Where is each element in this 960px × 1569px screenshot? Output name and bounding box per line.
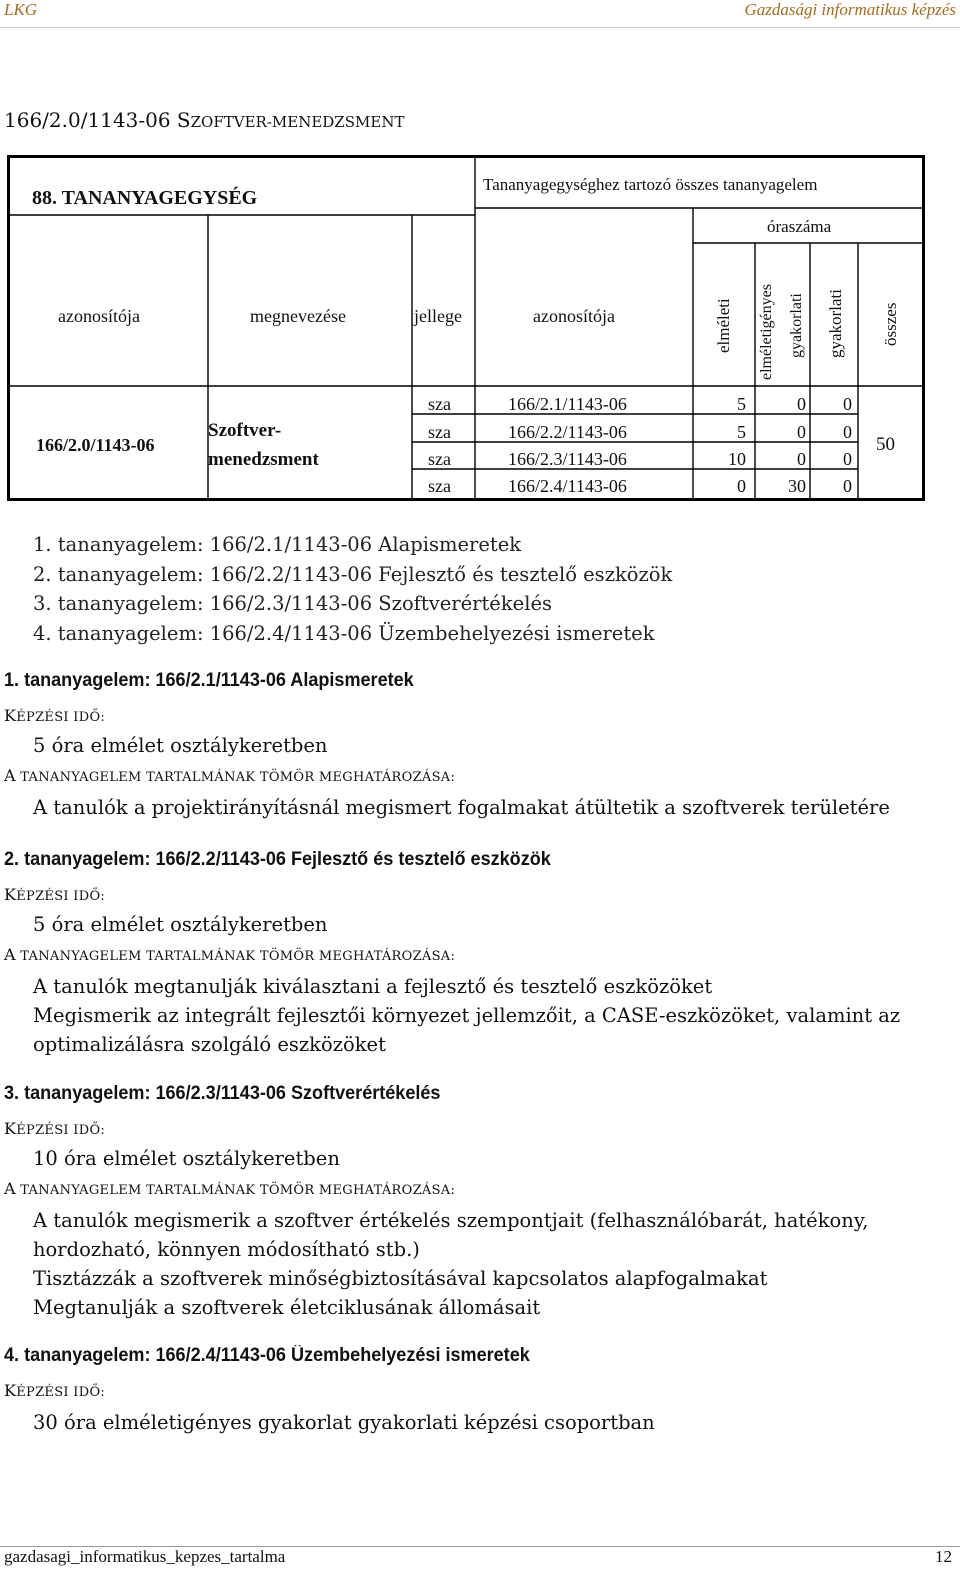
document-title <box>4 108 404 132</box>
header-divider <box>0 27 960 28</box>
row3-type: sza <box>428 449 451 469</box>
document-title-rest: ZOFTVER-MENEDZSMENT <box>190 113 405 131</box>
row2-theory: 5 <box>737 422 746 442</box>
page-number: 12 <box>935 1547 952 1566</box>
time-label: KÉPZÉSI IDŐ: <box>4 885 106 904</box>
section-1 <box>4 670 944 822</box>
table-total: 50 <box>876 434 895 455</box>
table-unit-id: 166/2.0/1143-06 <box>36 435 155 455</box>
time-label: KÉPZÉSI IDŐ: <box>4 1381 106 1400</box>
table-col-theory-practice-1: elméletigényes <box>758 284 775 380</box>
content-text: A tanulók a projektirányításnál megismert fogalmakat átültetik a szoftverek területére <box>33 796 890 819</box>
table-title: 88. TANANYAGEGYSÉG <box>32 187 258 209</box>
time-value: 10 óra elmélet osztálykeretben <box>33 1147 340 1170</box>
row1-type: sza <box>428 394 451 414</box>
table-hours-header: óraszáma <box>767 217 832 236</box>
row2-type: sza <box>428 422 451 442</box>
section-heading: 3. tananyagelem: 166/2.3/1143-06 Szoftverértékelés <box>4 1083 441 1104</box>
table-col-name: megnevezése <box>250 306 346 326</box>
section-heading: 1. tananyagelem: 166/2.1/1143-06 Alapismeretek <box>4 670 414 691</box>
time-label: KÉPZÉSI IDŐ: <box>4 706 106 725</box>
row4-type: sza <box>428 476 451 496</box>
row1-id: 166/2.1/1143-06 <box>508 394 627 414</box>
table-col-id: azonosítója <box>58 306 140 326</box>
list-item: 4. tananyagelem: 166/2.4/1143-06 Üzembehelyezési ismeretek <box>33 621 655 645</box>
section-heading: 4. tananyagelem: 166/2.4/1143-06 Üzembehelyezési ismeretek <box>4 1345 530 1366</box>
row2-id: 166/2.2/1143-06 <box>508 422 627 442</box>
unit-table <box>7 155 925 501</box>
footer-filename: gazdasagi_informatikus_kepzes_tartalma <box>4 1547 286 1566</box>
content-text: Tisztázzák a szoftverek minőségbiztosításával kapcsolatos alapfogalmakat <box>33 1267 768 1290</box>
table-col-type: jellege <box>414 306 462 326</box>
content-label: A TANANYAGELEM TARTALMÁNAK TÖMÖR MEGHATÁROZÁSA: <box>4 1179 456 1198</box>
table-col-practice: gyakorlati <box>826 289 845 358</box>
row3-theory: 10 <box>728 449 746 469</box>
content-text: A tanulók megtanulják kiválasztani a fejlesztő és tesztelő eszközöket <box>33 975 713 998</box>
section-2 <box>4 849 944 1059</box>
time-value: 5 óra elmélet osztálykeretben <box>33 734 328 757</box>
content-text: A tanulók megismerik a szoftver értékelés szempontjait (felhasználóbarát, hatékony, hordozható, könnyen módosítható stb.) <box>33 1209 869 1261</box>
section-4 <box>4 1345 944 1437</box>
row3-id: 166/2.3/1143-06 <box>508 449 627 469</box>
header-left: LKG <box>4 0 38 19</box>
element-list <box>33 530 672 648</box>
time-value: 30 óra elméletigényes gyakorlat gyakorlati képzési csoportban <box>33 1411 655 1434</box>
time-label: KÉPZÉSI IDŐ: <box>4 1119 106 1138</box>
row3-practice: 0 <box>843 449 852 469</box>
content-label: A TANANYAGELEM TARTALMÁNAK TÖMÖR MEGHATÁROZÁSA: <box>4 945 456 964</box>
row2-practice: 0 <box>843 422 852 442</box>
content-label: A TANANYAGELEM TARTALMÁNAK TÖMÖR MEGHATÁROZÁSA: <box>4 766 456 785</box>
row4-theory: 0 <box>737 476 746 496</box>
row4-tp: 30 <box>788 476 806 496</box>
time-value: 5 óra elmélet osztálykeretben <box>33 913 328 936</box>
document-title-prefix: 166/2.0/1143-06 S <box>4 108 191 132</box>
row3-tp: 0 <box>797 449 806 469</box>
list-item: 3. tananyagelem: 166/2.3/1143-06 Szoftverértékelés <box>33 592 552 615</box>
list-item: 2. tananyagelem: 166/2.2/1143-06 Fejlesztő és tesztelő eszközök <box>33 562 673 586</box>
table-col-theory: elméleti <box>714 298 733 353</box>
row1-practice: 0 <box>843 394 852 414</box>
table-col-total: összes <box>881 302 900 346</box>
table-col-theory-practice-2: gyakorlati <box>788 293 805 358</box>
unit-table-drawing <box>10 158 922 498</box>
row1-tp: 0 <box>797 394 806 414</box>
content-text: Megismerik az integrált fejlesztői környezet jellemzőit, a CASE-eszközöket, valamint az optimalizálásra szolgáló eszközöket <box>33 1004 901 1056</box>
table-group-header: Tananyagegységhez tartozó összes tananyagelem <box>483 175 818 194</box>
header-right: Gazdasági informatikus képzés <box>744 0 956 19</box>
list-item: 1. tananyagelem: 166/2.1/1143-06 Alapismeretek <box>33 533 522 556</box>
section-3 <box>4 1083 944 1322</box>
row1-theory: 5 <box>737 394 746 414</box>
row4-id: 166/2.4/1143-06 <box>508 476 627 496</box>
row4-practice: 0 <box>843 476 852 496</box>
table-unit-name-1: Szoftver- <box>208 420 282 441</box>
row2-tp: 0 <box>797 422 806 442</box>
section-heading: 2. tananyagelem: 166/2.2/1143-06 Fejlesztő és tesztelő eszközök <box>4 849 551 870</box>
content-text: Megtanulják a szoftverek életciklusának állomásait <box>33 1296 541 1319</box>
table-unit-name-2: menedzsment <box>208 449 319 470</box>
table-col-item-id: azonosítója <box>533 306 615 326</box>
